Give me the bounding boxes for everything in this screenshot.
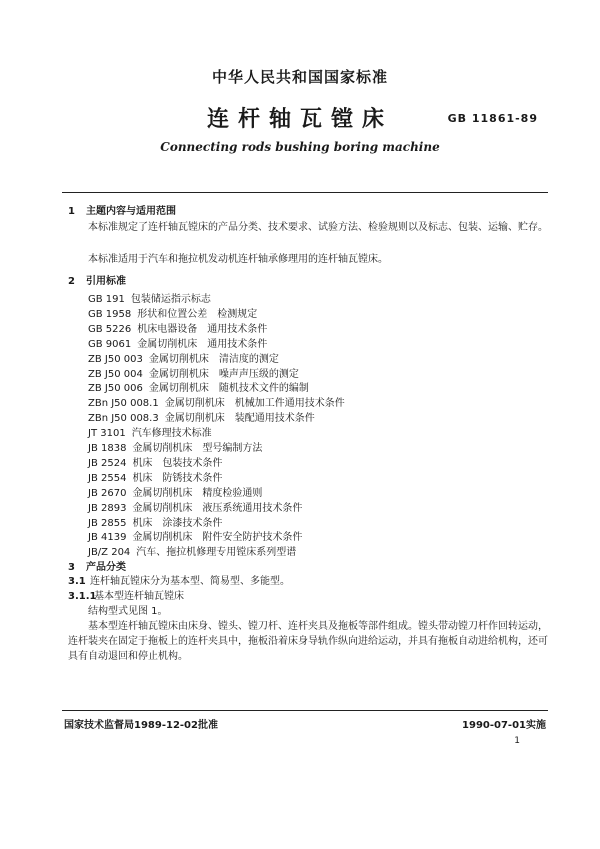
reference-title: 金属切削机床 噪声声压级的测定 xyxy=(148,368,299,380)
reference-code: ZBn J50 008.3 xyxy=(88,413,159,425)
reference-code: JB 2893 xyxy=(88,502,127,514)
reference-item xyxy=(88,469,222,484)
issuing-body: 中华人民共和国国家标准 xyxy=(211,68,388,86)
reference-item xyxy=(88,379,309,394)
reference-item xyxy=(88,290,211,305)
reference-item xyxy=(88,484,262,499)
reference-item xyxy=(88,335,267,350)
section-1-heading xyxy=(68,202,176,217)
reference-code: JB 4139 xyxy=(88,532,127,544)
section-2-heading xyxy=(68,272,126,287)
implementation-date: 1990-07-01实施 xyxy=(462,720,546,731)
clause-3-1-1-figure-ref: 结构型式见图 1。 xyxy=(88,606,168,617)
reference-title: 包装储运指示标志 xyxy=(130,294,211,305)
section-1-title: 主题内容与适用范围 xyxy=(86,206,176,217)
section-3-heading xyxy=(68,558,126,573)
reference-code: ZB J50 003 xyxy=(88,353,143,365)
reference-code: JB/Z 204 xyxy=(88,547,131,559)
clause-3-1-1-text: 基本型连杆轴瓦镗床 xyxy=(94,591,184,602)
clause-3-1-number: 3.1 xyxy=(68,576,86,587)
header-divider xyxy=(62,192,548,193)
reference-item xyxy=(88,424,212,439)
reference-title: 金属切削机床 液压系统通用技术条件 xyxy=(132,502,303,514)
reference-title: 机床 包装技术条件 xyxy=(132,457,223,469)
reference-item xyxy=(88,409,315,424)
reference-item xyxy=(88,305,257,320)
reference-code: JB 2670 xyxy=(88,487,127,499)
reference-code: ZB J50 006 xyxy=(88,383,143,395)
reference-item xyxy=(88,394,345,409)
reference-code: GB 9061 xyxy=(88,338,132,350)
reference-title: 金属切削机床 附件安全防护技术条件 xyxy=(132,532,303,544)
reference-title: 机床 防锈技术条件 xyxy=(132,472,223,484)
section-1-paragraph-2: 本标准适用于汽车和拖拉机发动机连杆轴承修理用的连杆轴瓦镗床。 xyxy=(88,254,388,265)
reference-item xyxy=(88,454,222,469)
reference-item xyxy=(88,514,222,529)
reference-title: 金属切削机床 型号编制方法 xyxy=(132,443,263,454)
section-3-number: 3 xyxy=(68,562,75,573)
reference-title: 汽车修理技术标准 xyxy=(131,428,212,440)
section-1-paragraph-1: 本标准规定了连杆轴瓦镗床的产品分类、技术要求、试验方法、检验规则以及标志、包装、运输、贮存。 xyxy=(88,222,548,233)
reference-item xyxy=(88,499,302,514)
reference-title: 金属切削机床 装配通用技术条件 xyxy=(164,413,315,425)
document-subtitle-en: Connecting rods bushing boring machine xyxy=(160,140,440,154)
standard-number: GB 11861-89 xyxy=(447,112,538,125)
reference-item xyxy=(88,365,299,380)
reference-title: 金属切削机床 精度检验通则 xyxy=(132,487,263,499)
reference-code: JB 2554 xyxy=(88,472,127,484)
clause-3-1-1 xyxy=(68,589,184,604)
reference-item xyxy=(88,543,296,558)
approval-date: 国家技术监督局1989-12-02批准 xyxy=(64,720,218,731)
reference-code: GB 1958 xyxy=(88,308,132,320)
page-number: 1 xyxy=(514,736,520,746)
footer-divider xyxy=(62,710,548,711)
reference-item xyxy=(88,439,262,454)
section-1-number: 1 xyxy=(68,206,75,217)
reference-code: ZB J50 004 xyxy=(88,368,143,380)
clause-3-1-1-number: 3.1.1 xyxy=(68,591,97,602)
reference-code: JB 2855 xyxy=(88,517,127,529)
reference-title: 金属切削机床 通用技术条件 xyxy=(137,338,268,350)
clause-3-1 xyxy=(68,574,290,589)
reference-code: GB 5226 xyxy=(88,323,132,335)
reference-item xyxy=(88,320,267,335)
reference-title: 机床电器设备 通用技术条件 xyxy=(137,323,268,335)
reference-title: 形状和位置公差 检测规定 xyxy=(137,308,258,320)
reference-code: ZBn J50 008.1 xyxy=(88,398,159,410)
section-2-number: 2 xyxy=(68,276,75,287)
reference-title: 汽车、拖拉机修理专用镗床系列型谱 xyxy=(136,547,297,559)
reference-item xyxy=(88,350,279,365)
reference-title: 机床 涂漆技术条件 xyxy=(132,517,223,529)
reference-code: GB 191 xyxy=(88,294,125,305)
reference-item xyxy=(88,528,302,543)
reference-title: 金属切削机床 机械加工件通用技术条件 xyxy=(164,398,345,410)
clause-3-1-1-paragraph: 基本型连杆轴瓦镗床由床身、镗头、镗刀杆、连杆夹具及拖板等部件组成。镗头带动镗刀杆作回转运动，连杆装夹在固定于拖板上的连杆夹具中，拖板沿着床身导轨作纵向进给运动，并具有拖板自动进给机构，还可具有自动退回和停止机构。 xyxy=(68,621,548,662)
document-title: 连杆轴瓦镗床 xyxy=(206,107,393,132)
section-2-title: 引用标准 xyxy=(86,276,126,287)
reference-code: JT 3101 xyxy=(88,428,126,440)
reference-title: 金属切削机床 清洁度的测定 xyxy=(148,353,279,365)
clause-3-1-text: 连杆轴瓦镗床分为基本型、简易型、多能型。 xyxy=(90,576,290,587)
section-3-title: 产品分类 xyxy=(86,562,126,573)
reference-code: JB 2524 xyxy=(88,457,127,469)
reference-title: 金属切削机床 随机技术文件的编制 xyxy=(148,383,309,395)
reference-code: JB 1838 xyxy=(88,443,127,454)
